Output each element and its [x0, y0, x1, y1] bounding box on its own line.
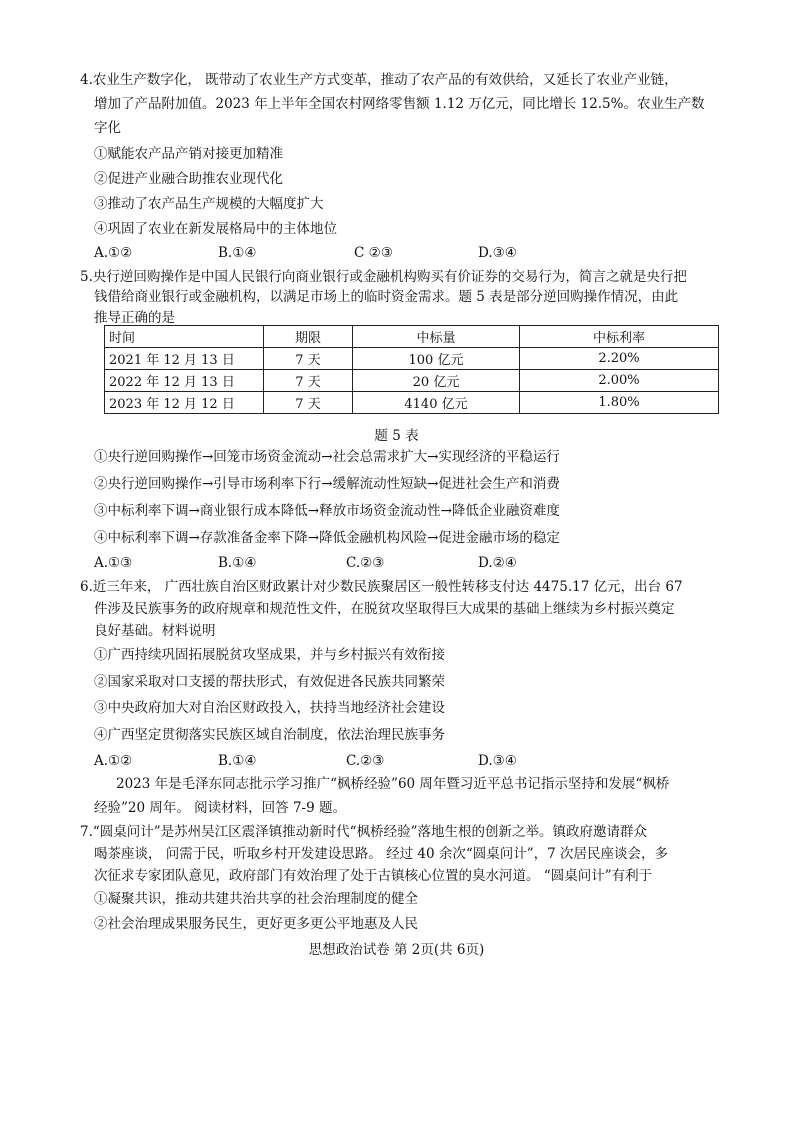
table-cell: 7 天 [264, 370, 353, 392]
q6-item-4: ④广西坚定贯彻落实民族区域自治制度，依法治理民族事务 [94, 727, 445, 743]
table-cell: 2021 年 12 月 13 日 [105, 348, 264, 370]
q5-line-1: 5.央行逆回购操作是中国人民银行向商业银行或金融机构购买有价证券的交易行为，简言之就是央行把 [80, 269, 687, 285]
table-cell: 7 天 [264, 392, 353, 414]
q7-item-1: ①凝聚共识，推动共建共治共享的社会治理制度的健全 [94, 891, 418, 907]
table-row [105, 348, 719, 370]
q4-answer-c: C ②③ [354, 245, 393, 261]
q5-item-1: ①央行逆回购操作→回笼市场资金流动→社会总需求扩大→实现经济的平稳运行 [94, 449, 560, 465]
q7-line-3: 次征求专家团队意见，政府部门有效治理了处于古镇核心位置的臭水河道。 “圆桌问计”有利于 [94, 868, 653, 884]
q6-item-3: ③中央政府加大对自治区财政投入，扶持当地经济社会建设 [94, 700, 445, 716]
q7-line-2: 喝茶座谈， 问需于民，听取乡村开发建设思路。 经过 40 余次“圆桌问计”，7 次居民座谈会，多 [94, 846, 669, 862]
q6-answer-d: D.③④ [478, 753, 517, 769]
q5-item-4: ④中标利率下调→存款准备金率下降→降低金融机构风险→促进金融市场的稳定 [94, 530, 560, 546]
table-cell: 2022 年 12 月 13 日 [105, 370, 264, 392]
q5-line-2: 钱借给商业银行或金融机构，以满足市场上的临时资金需求。题 5 表是部分逆回购操作情况，由此 [94, 289, 679, 305]
q5-answer-d: D.②④ [478, 555, 517, 571]
table-cell: 2023 年 12 月 12 日 [105, 392, 264, 414]
q6-line-3: 良好基础。材料说明 [94, 623, 216, 639]
q5-answer-a: A.①③ [94, 555, 133, 571]
q4-line-1: 4.农业生产数字化， 既带动了农业生产方式变革，推动了农产品的有效供给，又延长了农业产业链， [80, 72, 678, 88]
q4-line-2: 增加了产品附加值。2023 年上半年全国农村网络零售额 1.12 万亿元，同比增长 12.5%。农业生产数 [94, 96, 705, 112]
q6-answer-c: C.②③ [346, 753, 385, 769]
q7-item-2: ②社会治理成果服务民生，更好更多更公平地惠及人民 [94, 916, 418, 932]
q6-answer-b: B.①④ [218, 753, 257, 769]
intro-line-1: 2023 年是毛泽东同志批示学习推广“枫桥经验”60 周年暨习近平总书记指示坚持和发展“枫桥 [116, 776, 670, 792]
q4-answer-a: A.①② [94, 245, 133, 261]
table-row [105, 392, 719, 414]
q4-line-3: 字化 [94, 120, 121, 136]
q4-answer-b: B.①④ [218, 245, 257, 261]
q4-item-3: ③推动了农产品生产规模的大幅度扩大 [94, 196, 324, 212]
table-cell: 7 天 [264, 348, 353, 370]
q6-line-2: 件涉及民族事务的政府规章和规范性文件，在脱贫攻坚取得巨大成果的基础上继续为乡村振兴奠定 [94, 601, 675, 617]
q6-answer-a: A.①② [94, 753, 133, 769]
q6-line-1: 6.近三年来， 广西壮族自治区财政累计对少数民族聚居区一般性转移支付达 4475.17 亿元，出台 67 [80, 579, 683, 595]
table-header-row [105, 326, 719, 348]
table-header-cell: 中标利率 [520, 326, 719, 348]
table-cell: 1.80% [520, 392, 719, 414]
q4-item-4: ④巩固了农业在新发展格局中的主体地位 [94, 221, 337, 237]
q6-item-2: ②国家采取对口支援的帮扶形式，有效促进各民族共同繁荣 [94, 674, 445, 690]
table-row [105, 370, 719, 392]
q4-item-2: ②促进产业融合助推农业现代化 [94, 171, 283, 187]
table-header-cell: 中标量 [353, 326, 520, 348]
q5-item-2: ②央行逆回购操作→引导市场利率下行→缓解流动性短缺→促进社会生产和消费 [94, 476, 560, 492]
table-header-cell: 期限 [264, 326, 353, 348]
table-cell: 100 亿元 [353, 348, 520, 370]
table-header-cell: 时间 [105, 326, 264, 348]
table-cell: 20 亿元 [353, 370, 520, 392]
page-footer: 思想政治试卷 第 2页(共 6页) [308, 942, 485, 958]
q6-item-1: ①广西持续巩固拓展脱贫攻坚成果，并与乡村振兴有效衔接 [94, 647, 445, 663]
q5-table-caption: 题 5 表 [374, 428, 419, 444]
table-cell: 2.20% [520, 348, 719, 370]
q5-answer-c: C.②③ [346, 555, 385, 571]
q5-table [104, 325, 719, 414]
intro-line-2: 经验”20 周年。 阅读材料，回答 7-9 题。 [94, 800, 346, 816]
q5-line-3: 推导正确的是 [94, 310, 175, 326]
table-cell: 2.00% [520, 370, 719, 392]
q4-item-1: ①赋能农产品产销对接更加精准 [94, 146, 283, 162]
table-cell: 4140 亿元 [353, 392, 520, 414]
q5-item-3: ③中标利率下调→商业银行成本降低→释放市场资金流动性→降低企业融资难度 [94, 503, 560, 519]
q7-line-1: 7.“圆桌问计”是苏州吴江区震泽镇推动新时代“枫桥经验”落地生根的创新之举。镇政府邀请群众 [80, 824, 647, 840]
q4-answer-d: D.③④ [478, 245, 517, 261]
q5-answer-b: B.①④ [218, 555, 257, 571]
